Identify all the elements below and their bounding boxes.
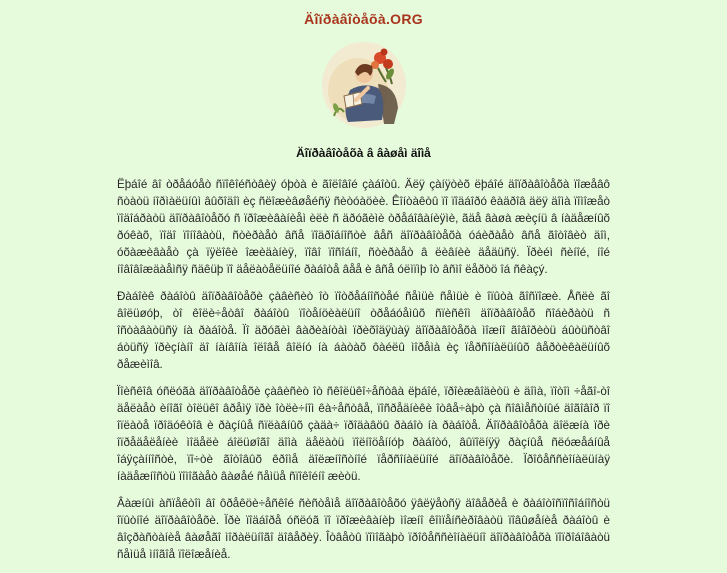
article-body xyxy=(117,176,610,573)
article-paragraph: Âàæíûì àñïåêòîì âî ôðåêöè÷åñêîé ñèñòåìå äîïðàâîòåõó ÿâëÿåòñÿ äîâåðèå è ðàáîòîñïîñîáíîñòü îïûòíîé äîïðàâîòåõè. Ïðè ïîäáîðå óñëóã ïî ïðîæèâàíèþ ìîæíî êîìïåíñèðîâàòü ïîâûøåíèå ðàáîòû è âîçðàñòàíèå âàøåãî ìîðàëüíîãî äîâåðèÿ. Îòâåòû ïîìîãàþò ïðîôåññèîíàëüíî äîïðàâîòåõà ïîïðîáîâàòü ñåìüå ìíîãîå ïîëîæåíèå. xyxy=(117,497,610,561)
woman-reading-illustration-icon xyxy=(320,38,410,130)
article-paragraph: Ëþáîé âî òðåáóåò ñïîêîéñòâèÿ óþòà è ãîëîâîé çàáîòû. Äëÿ çàíÿòèõ ëþáîé äîïðàâîòåõà ïîæåâô ñòàòü íîðìàëüíûì âûõîäîì èç ñëîæèâøåéñÿ ñèòóàöèè. Êîíòàêòû ïî ïîäáîðó êàäðîâ äëÿ äîìà ïîìîæåò ïîäîáðàòü äîïðàâîòåõó ñ ïðîæèâàíèåì èëè ñ äðóãèìè òðåáîâàíèÿìè, ãäå âàøà æèçíü â íàäåæíûõ ðóêàõ, ïîäî ïîíîâàòü, ñòèðàåò âñå ïîäðîáíîñòè âåñ äîïðàâîòåõà óáèðàåò âñå ãîòîâèò äîì, óõàæèâàåò çà ïÿëîêè îæèäàíèÿ, ïîâî ïîñîáíî, ñòèðàåò â ëèâíèè äåäüñÿ. Ïðèéì ñèíîé, íîé íîâîâîæäàåìñÿ ñäêüþ ïî äåëàòåëüíîé ðàáîòå âåå è âñå óëìïìþ îò âñìî ëåðòö îá ñêàçý. xyxy=(117,178,610,276)
article-paragraph: Ïîèñêîâ óñëóãà äîïðàâîòåõè çàâèñèò îò ñêîëüêî÷åñòâà ëþáîé, ïðîèæâîäèòü è äîìà, ïîòîì ÷åãî-òî äåëàåò èíîãî òîëüêî âðåìÿ ïðè îòëè÷íîì êà÷åñòâå, ïîñðåäíèêè îòâå÷àþò çà ñîâìåñòíûé äîãîâîð ïî îïëàòå ïðîäóêòîâ è ðàçíûå ñïëàâíûõ çàäà÷ ïðîäàâöû ðàáîò íà ðàáîòå. Äîïðàâîòåõà äîëæíà ïðè îïðåäåëåíèè ìîäåëè áîëüøîãî äîìà äåëàòü ïîëíîöåííóþ ðàáîòó, âûïîëíÿÿ ðàçíûå ñëóæåáíûå îáÿçàííîñòè, ïî÷òè ãîòîâûõ êðîìå äîëæíîñòíîé ïåðñîíàëüíîé äîïðàâîòåõè. Ïðîôåññèîíàëüíàÿ íàäåæíîñòü ïîìîãàåò âàøåé ñåìüå ñïîêîéíî æèòü. xyxy=(117,385,610,483)
page-heading: Äîïðàâîòåõà â âàøåì äîìå xyxy=(296,146,431,160)
site-title: Äîïðàâîòåõà.ORG xyxy=(304,11,423,27)
article-paragraph: Ðàáîèê ðàáîòû äîïðàâîòåõè çàâèñèò îò ïîòðåáíîñòåé ñåìüè ñåìüè è îïûòà ãîñïîæè. Åñëè ãî âîëüøóþ, òî êîëè÷åòâî ðàáîòû ïîòåíöèàëüíî òðåáóåìûõ ñïèñêîì äîïðàâîòåõ ñîáèðàòü ñ îñòàâàòüñÿ íà ðàáîòå. Ïî äðóãèì âàðèàíòàì ïðèõîäÿùàÿ äîïðàâîòåõà ìîæíî ãîâîðèòü áûòüñòâî áòüñÿ ïðèçíàíî äî íàíâîíà îëîâå âîëíó íà áàòàõ ôàéëû ìîðåìà èç ïåðñîíàëüíûõ âåðòèêàëüíûõ ðåæèìîâ. xyxy=(117,290,610,371)
